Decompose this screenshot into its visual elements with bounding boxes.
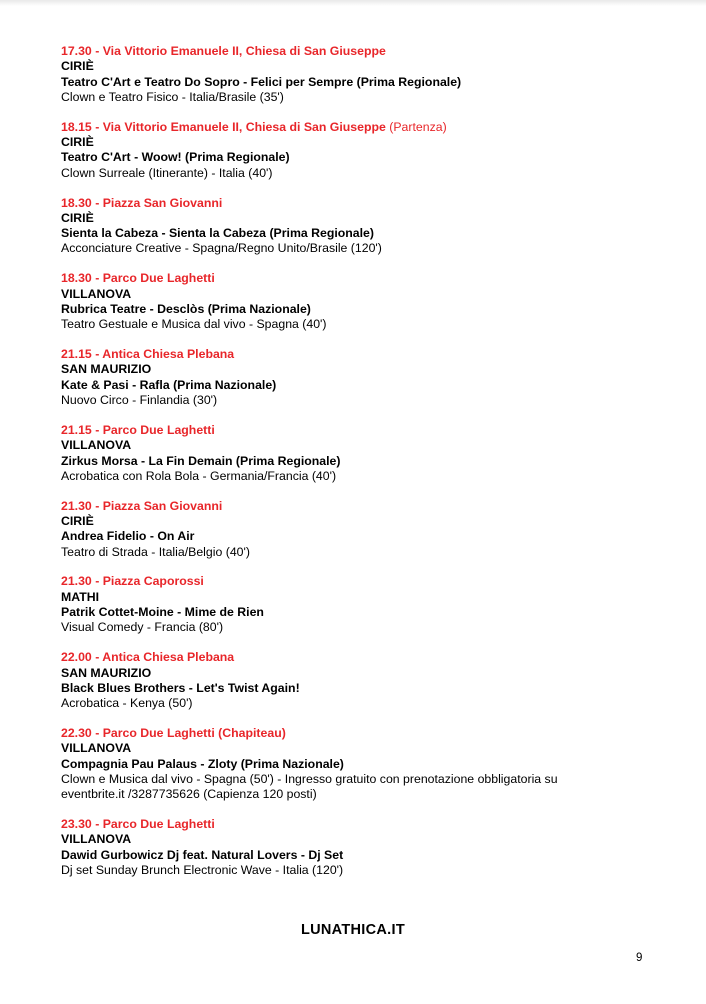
event-location: SAN MAURIZIO bbox=[61, 362, 152, 377]
event-description: Nuovo Circo - Finlandia (30') bbox=[61, 393, 218, 408]
event-title: Teatro C'Art e Teatro Do Sopro - Felici per Sempre (Prima Regionale) bbox=[61, 74, 462, 89]
event-location: CIRIÈ bbox=[61, 210, 94, 225]
event-location: SAN MAURIZIO bbox=[61, 665, 152, 680]
event-time: 17.30 - Via Vittorio Emanuele II, Chiesa di San Giuseppe bbox=[61, 44, 386, 58]
event-item bbox=[61, 499, 681, 560]
event-time: 21.30 - Piazza San Giovanni bbox=[61, 498, 223, 513]
event-title: Zirkus Morsa - La Fin Demain (Prima Regionale) bbox=[61, 453, 341, 468]
event-title: Andrea Fidelio - On Air bbox=[61, 529, 195, 544]
event-time: 23.30 - Parco Due Laghetti bbox=[61, 817, 215, 832]
event-time: 18.15 - Via Vittorio Emanuele II, Chiesa di San Giuseppe (Partenza) bbox=[61, 119, 447, 134]
event-description: Clown e Teatro Fisico - Italia/Brasile (35') bbox=[61, 89, 284, 104]
event-location: VILLANOVA bbox=[61, 832, 132, 847]
event-description: Teatro di Strada - Italia/Belgio (40') bbox=[61, 544, 250, 559]
event-description: Visual Comedy - Francia (80') bbox=[61, 620, 224, 635]
event-time: 22.00 - Antica Chiesa Plebana bbox=[61, 650, 235, 665]
event-title: Black Blues Brothers - Let's Twist Again! bbox=[61, 680, 300, 695]
event-item bbox=[61, 574, 681, 635]
event-item bbox=[61, 423, 681, 484]
event-location: VILLANOVA bbox=[61, 741, 132, 756]
page-number: 9 bbox=[636, 952, 643, 964]
event-description: Acrobatica - Kenya (50') bbox=[61, 696, 193, 711]
event-title: Teatro C'Art - Woow! (Prima Regionale) bbox=[61, 150, 290, 165]
event-location: CIRIÈ bbox=[61, 59, 94, 74]
event-item bbox=[61, 726, 681, 802]
event-title: Sienta la Cabeza - Sienta la Cabeza (Prima Regionale) bbox=[61, 226, 374, 241]
event-item bbox=[61, 650, 681, 711]
event-item bbox=[61, 347, 681, 408]
event-time: 21.30 - Piazza Caporossi bbox=[61, 574, 204, 589]
event-description: Teatro Gestuale e Musica dal vivo - Spagna (40') bbox=[61, 317, 327, 332]
event-time: 21.15 - Parco Due Laghetti bbox=[61, 422, 215, 437]
event-location: VILLANOVA bbox=[61, 438, 132, 453]
event-item bbox=[61, 271, 681, 332]
event-location: VILLANOVA bbox=[61, 286, 132, 301]
event-time: 21.15 - Antica Chiesa Plebana bbox=[61, 347, 235, 362]
event-location: CIRIÈ bbox=[61, 135, 94, 150]
event-title: Kate & Pasi - Rafla (Prima Nazionale) bbox=[61, 377, 277, 392]
event-description: Clown Surreale (Itinerante) - Italia (40') bbox=[61, 165, 273, 180]
event-description: Acconciature Creative - Spagna/Regno Unito/Brasile (120') bbox=[61, 241, 382, 256]
event-description: Acrobatica con Rola Bola - Germania/Francia (40') bbox=[61, 468, 337, 483]
event-time: 18.30 - Piazza San Giovanni bbox=[61, 195, 223, 210]
event-description: Clown e Musica dal vivo - Spagna (50') - Ingresso gratuito con prenotazione obbligatoria su eventbrite.it /3287735626 (Capienza 120 posti) bbox=[61, 771, 558, 802]
page-top-edge bbox=[0, 0, 706, 6]
event-title: Compagnia Pau Palaus - Zloty (Prima Nazionale) bbox=[61, 756, 344, 771]
event-item bbox=[61, 44, 681, 105]
event-item bbox=[61, 120, 681, 181]
event-list bbox=[61, 44, 681, 893]
website-footer-link[interactable]: LUNATHICA.IT bbox=[300, 922, 405, 938]
event-title: Patrik Cottet-Moine - Mime de Rien bbox=[61, 605, 264, 620]
event-item bbox=[61, 817, 681, 878]
event-item bbox=[61, 196, 681, 257]
event-location: CIRIÈ bbox=[61, 513, 94, 528]
event-location: MATHI bbox=[61, 589, 100, 604]
event-time: 18.30 - Parco Due Laghetti bbox=[61, 271, 215, 286]
event-title: Rubrica Teatre - Desclòs (Prima Nazionale) bbox=[61, 301, 311, 316]
event-title: Dawid Gurbowicz Dj feat. Natural Lovers - Dj Set bbox=[61, 847, 344, 862]
event-description: Dj set Sunday Brunch Electronic Wave - Italia (120') bbox=[61, 863, 344, 877]
event-time: 22.30 - Parco Due Laghetti (Chapiteau) bbox=[61, 726, 286, 741]
